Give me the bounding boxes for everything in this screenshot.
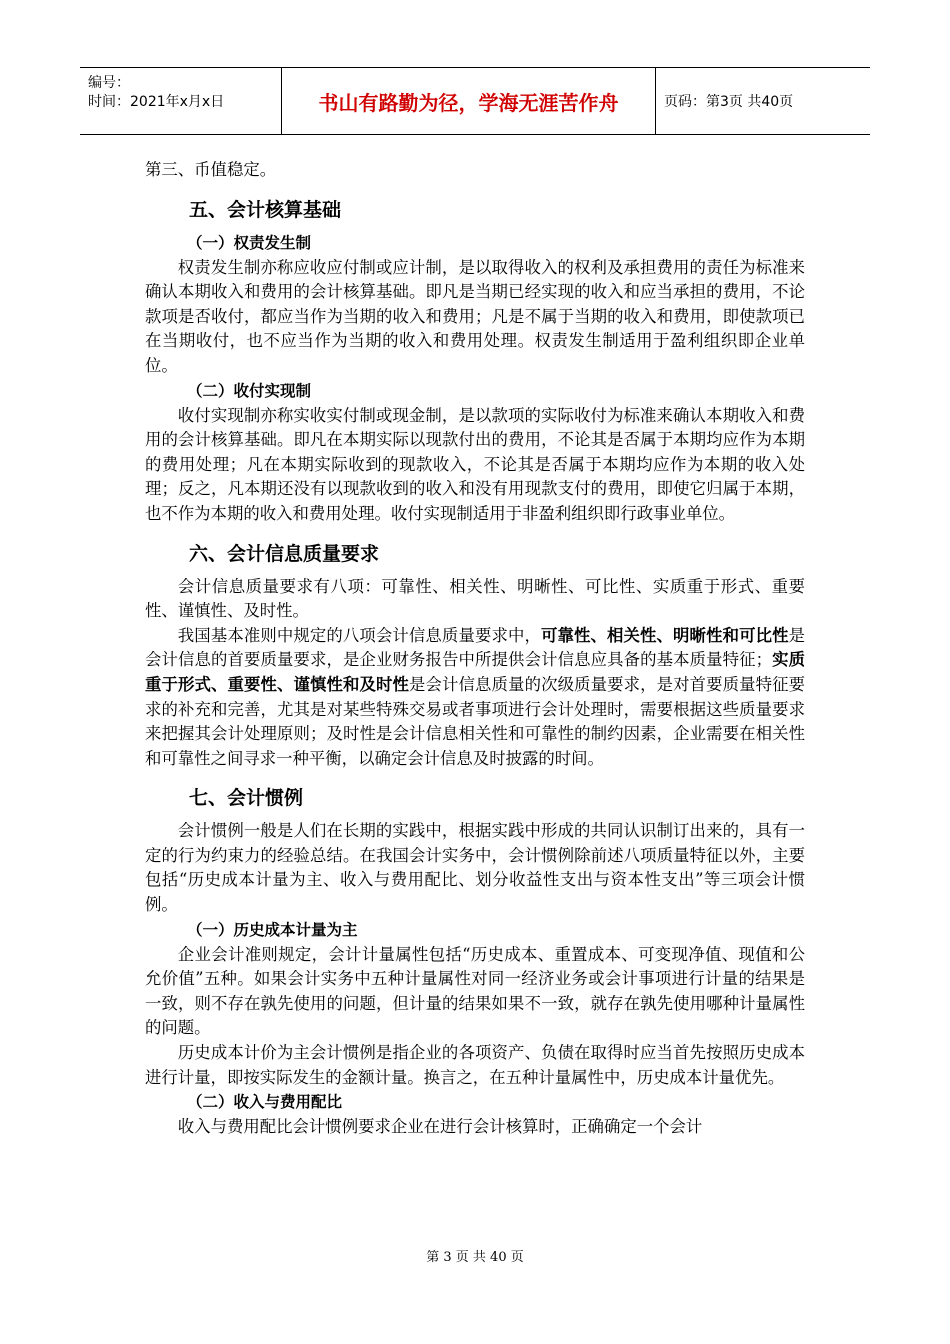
text-run: 是会计信息质量的次级质量要求，是对首要质量特征要求的补充和完善，尤其是对某些特殊交易或者事项进行会计处理时，需要根据这些质量要求来把握其会计处理原则；及时性是会计信息相关性和可靠性的制约因素，企业需要在相关性和可靠性之间寻求一种平衡，以确定会计信息及时披露的时间。 bbox=[145, 674, 806, 768]
header-number: 编号： bbox=[88, 75, 130, 91]
document-body bbox=[145, 158, 805, 1140]
heading-section-6: 六、会计信息质量要求 bbox=[189, 542, 380, 565]
paragraph-6-2 bbox=[145, 624, 805, 772]
heading-7-2: （二）收入与费用配比 bbox=[187, 1093, 343, 1112]
text-run: 我国基本准则中规定的八项会计信息质量要求中， bbox=[177, 625, 541, 645]
heading-5-2: （二）收付实现制 bbox=[187, 381, 312, 400]
heading-5-1: （一）权责发生制 bbox=[187, 233, 312, 252]
paragraph-7-2: 收入与费用配比会计惯例要求企业在进行会计核算时，正确确定一个会计 bbox=[177, 1117, 703, 1137]
page-header bbox=[80, 67, 870, 135]
heading-section-7: 七、会计惯例 bbox=[189, 787, 304, 810]
bold-secondary-qualities: 实质重于形式、重要性、谨慎性和及时性 bbox=[145, 650, 806, 694]
paragraph-6-1: 会计信息质量要求有八项：可靠性、相关性、明晰性、可比性、实质重于形式、重要性、谨慎性、及时性。 bbox=[145, 576, 805, 621]
paragraph-7-1: 会计惯例一般是人们在长期的实践中，根据实践中形成的共同认识制订出来的，具有一定的行为约束力的经验总结。在我国会计实务中，会计惯例除前述八项质量特征以外，主要包括“历史成本计量为主、收入与费用配比、划分收益性支出与资本性支出”等三项会计惯例。 bbox=[145, 821, 805, 915]
paragraph-5-2: 收付实现制亦称实收实付制或现金制，是以款项的实际收付为标准来确认本期收入和费用的会计核算基础。即凡在本期实际以现款付出的费用，不论其是否属于本期均应作为本期的费用处理；凡在本期实际收到的现款收入，不论其是否属于本期均应作为本期的收入处理；反之，凡本期还没有以现款收到的收入和没有用现款支付的费用，即使它归属于本期，也不作为本期的收入和费用处理。收付实现制适用于非盈利组织即行政事业单位。 bbox=[145, 405, 805, 523]
header-meta bbox=[80, 68, 282, 134]
header-date: 时间：2021年x月x日 bbox=[88, 94, 225, 110]
header-page-number: 页码：第3页 共40页 bbox=[664, 94, 794, 110]
paragraph-7-1-2: 历史成本计价为主会计惯例是指企业的各项资产、负债在取得时应当首先按照历史成本进行计量，即按实际发生的金额计量。换言之，在五种计量属性中，历史成本计量优先。 bbox=[145, 1043, 805, 1087]
paragraph-5-1: 权责发生制亦称应收应付制或应计制，是以取得收入的权利及承担费用的责任为标准来确认本期收入和费用的会计核算基础。即凡是当期已经实现的收入和应当承担的费用，不论款项是否收付，都应当作为当期的收入和费用；凡是不属于当期的收入和费用，即使款项已在当期收付，也不应当作为当期的收入和费用处理。权责发生制适用于盈利组织即企业单位。 bbox=[145, 257, 805, 375]
heading-section-5: 五、会计核算基础 bbox=[189, 198, 342, 221]
page-footer: 第 3 页 共 40 页 bbox=[426, 1250, 524, 1265]
header-motto: 书山有路勤为径，学海无涯苦作舟 bbox=[282, 68, 656, 134]
bold-primary-qualities: 可靠性、相关性、明晰性和可比性 bbox=[540, 625, 789, 645]
heading-7-1: （一）历史成本计量为主 bbox=[187, 920, 358, 939]
paragraph-intro: 第三、币值稳定。 bbox=[145, 160, 277, 179]
paragraph-7-1-1: 企业会计准则规定，会计计量属性包括“历史成本、重置成本、可变现净值、现值和公允价值”五种。如果会计实务中五种计量属性对同一经济业务或会计事项进行计量的结果是一致，则不存在孰先使用的问题，但计量的结果如果不一致，就存在孰先使用哪种计量属性的问题。 bbox=[145, 944, 805, 1038]
text-run: 是会计信息的首要质量要求，是企业财务报告中所提供会计信息应具备的基本质量特征； bbox=[145, 625, 806, 670]
